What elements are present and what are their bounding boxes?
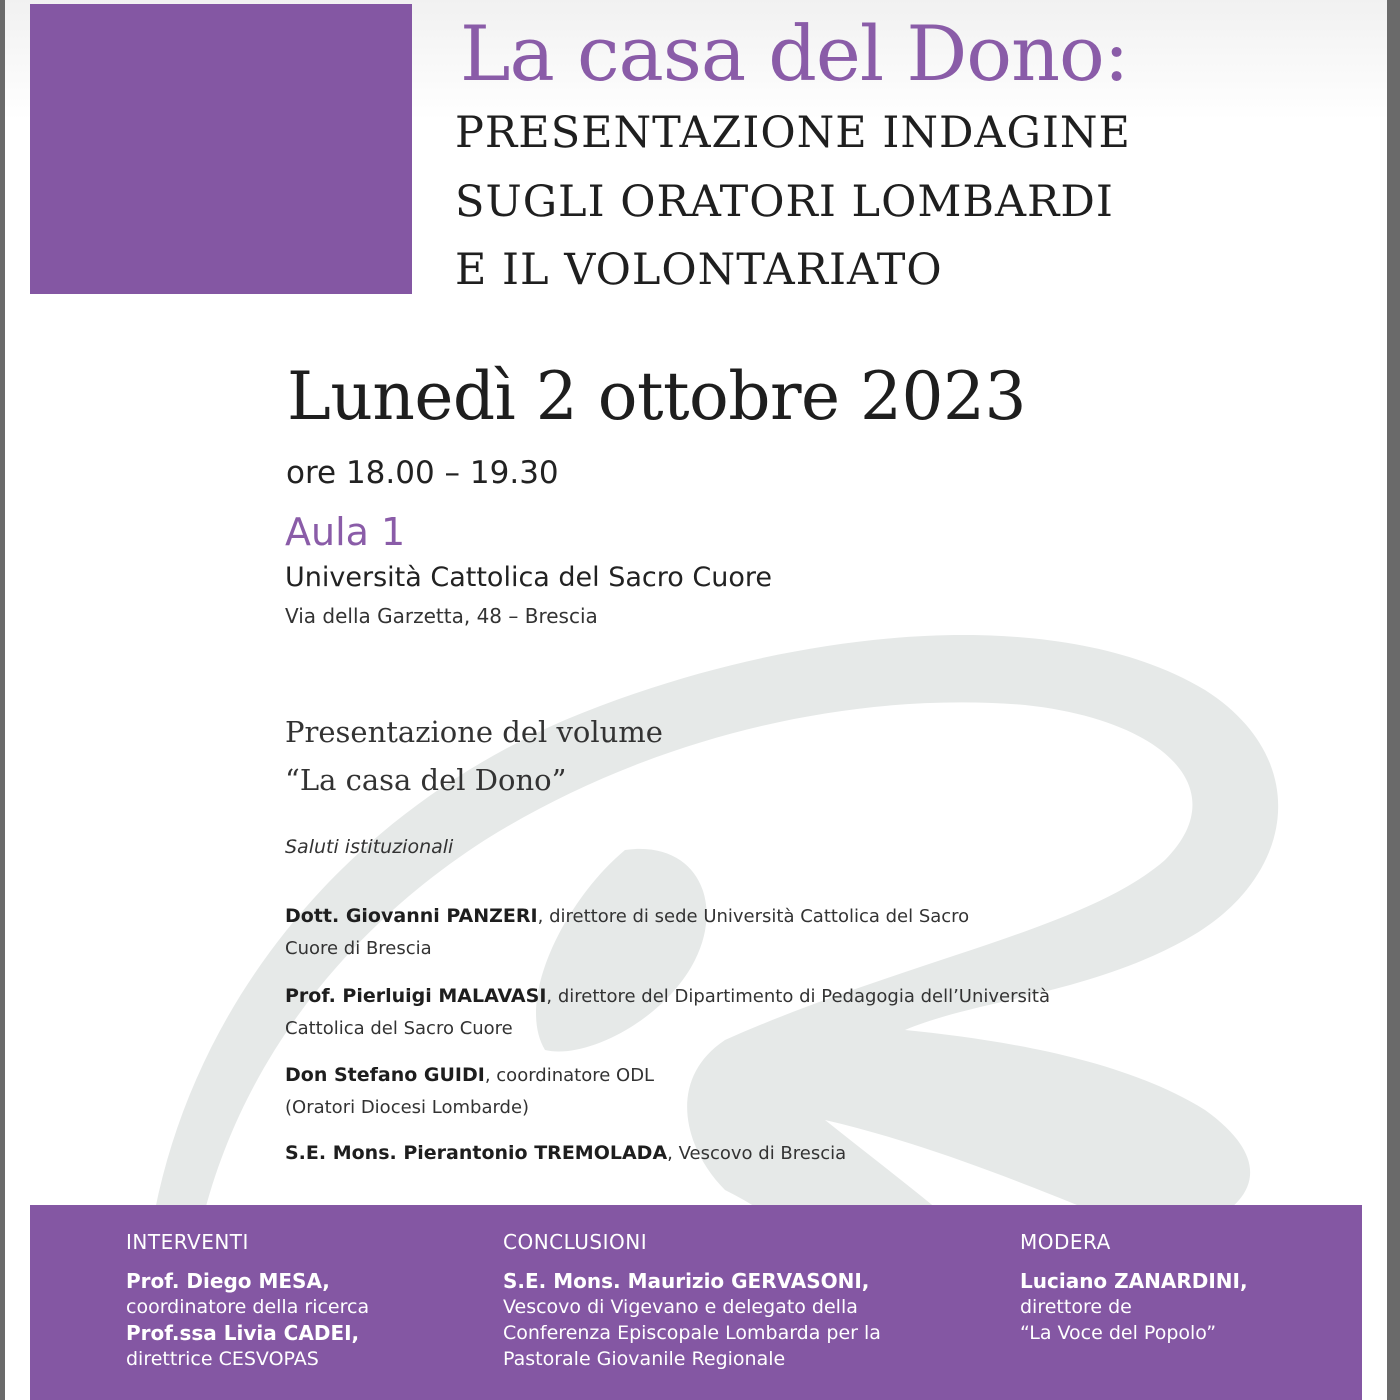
event-venue: Università Cattolica del Sacro Cuore bbox=[285, 562, 772, 593]
interventi-heading: INTERVENTI bbox=[126, 1230, 249, 1254]
event-address: Via della Garzetta, 48 – Brescia bbox=[285, 604, 598, 628]
speaker-role: , coordinatore ODL bbox=[484, 1065, 655, 1086]
modera-heading: MODERA bbox=[1020, 1230, 1111, 1254]
speaker-role-cont: Cattolica del Sacro Cuore bbox=[285, 1018, 513, 1039]
presentation-line-1: Presentazione del volume bbox=[285, 715, 663, 749]
modera-name: Luciano ZANARDINI, bbox=[1020, 1269, 1248, 1293]
event-time: ore 18.00 – 19.30 bbox=[286, 455, 559, 491]
speaker-name: Prof. Pierluigi MALAVASI bbox=[285, 985, 547, 1007]
speaker-entry bbox=[285, 1137, 846, 1170]
event-room: Aula 1 bbox=[285, 510, 406, 554]
event-date: Lunedì 2 ottobre 2023 bbox=[287, 358, 1027, 435]
interventi-speaker-2-name: Prof.ssa Livia CADEI, bbox=[126, 1321, 360, 1345]
conclusioni-role-line: Conferenza Episcopale Lombarda per la bbox=[503, 1322, 881, 1344]
interventi-speaker-1-name: Prof. Diego MESA, bbox=[126, 1269, 330, 1293]
subtitle-line-2: SUGLI ORATORI LOMBARDI bbox=[455, 177, 1114, 227]
presentation-line-2: “La casa del Dono” bbox=[285, 763, 567, 797]
subtitle-line-1: PRESENTAZIONE INDAGINE bbox=[455, 108, 1131, 158]
speaker-entry bbox=[285, 900, 969, 965]
conclusioni-name: S.E. Mons. Maurizio GERVASONI, bbox=[503, 1269, 870, 1293]
subtitle-line-3: E IL VOLONTARIATO bbox=[455, 245, 943, 295]
interventi-speaker-2-role: direttrice CESVOPAS bbox=[126, 1348, 319, 1370]
footer-conclusioni bbox=[503, 1230, 881, 1372]
conclusioni-role-line: Vescovo di Vigevano e delegato della bbox=[503, 1296, 858, 1318]
speaker-name: Don Stefano GUIDI bbox=[285, 1064, 485, 1086]
greetings-label: Saluti istituzionali bbox=[285, 836, 454, 858]
modera-role-line: direttore de bbox=[1020, 1296, 1132, 1318]
poster-page bbox=[5, 0, 1387, 1400]
footer-modera bbox=[1020, 1230, 1248, 1346]
speaker-name: Dott. Giovanni PANZERI bbox=[285, 905, 538, 927]
conclusioni-role-line: Pastorale Giovanile Regionale bbox=[503, 1348, 786, 1370]
speaker-name: S.E. Mons. Pierantonio TREMOLADA bbox=[285, 1142, 668, 1164]
footer-interventi bbox=[126, 1230, 369, 1372]
speaker-role-cont: Cuore di Brescia bbox=[285, 938, 432, 959]
speaker-role: , direttore di sede Università Cattolica del Sacro bbox=[537, 906, 970, 927]
presentation-block bbox=[285, 708, 663, 804]
speaker-role: , Vescovo di Brescia bbox=[667, 1143, 847, 1164]
interventi-speaker-1-role: coordinatore della ricerca bbox=[126, 1296, 370, 1318]
conclusioni-heading: CONCLUSIONI bbox=[503, 1230, 648, 1254]
modera-role-line: “La Voce del Popolo” bbox=[1020, 1322, 1217, 1344]
speaker-role: , direttore del Dipartimento di Pedagogia dell’Università bbox=[546, 986, 1050, 1007]
speaker-entry bbox=[285, 980, 1050, 1045]
purple-decor-block bbox=[30, 4, 412, 294]
speaker-entry bbox=[285, 1059, 654, 1124]
event-title: La casa del Dono: bbox=[460, 9, 1129, 98]
speaker-role-cont: (Oratori Diocesi Lombarde) bbox=[285, 1097, 530, 1118]
footer-band bbox=[30, 1205, 1362, 1400]
